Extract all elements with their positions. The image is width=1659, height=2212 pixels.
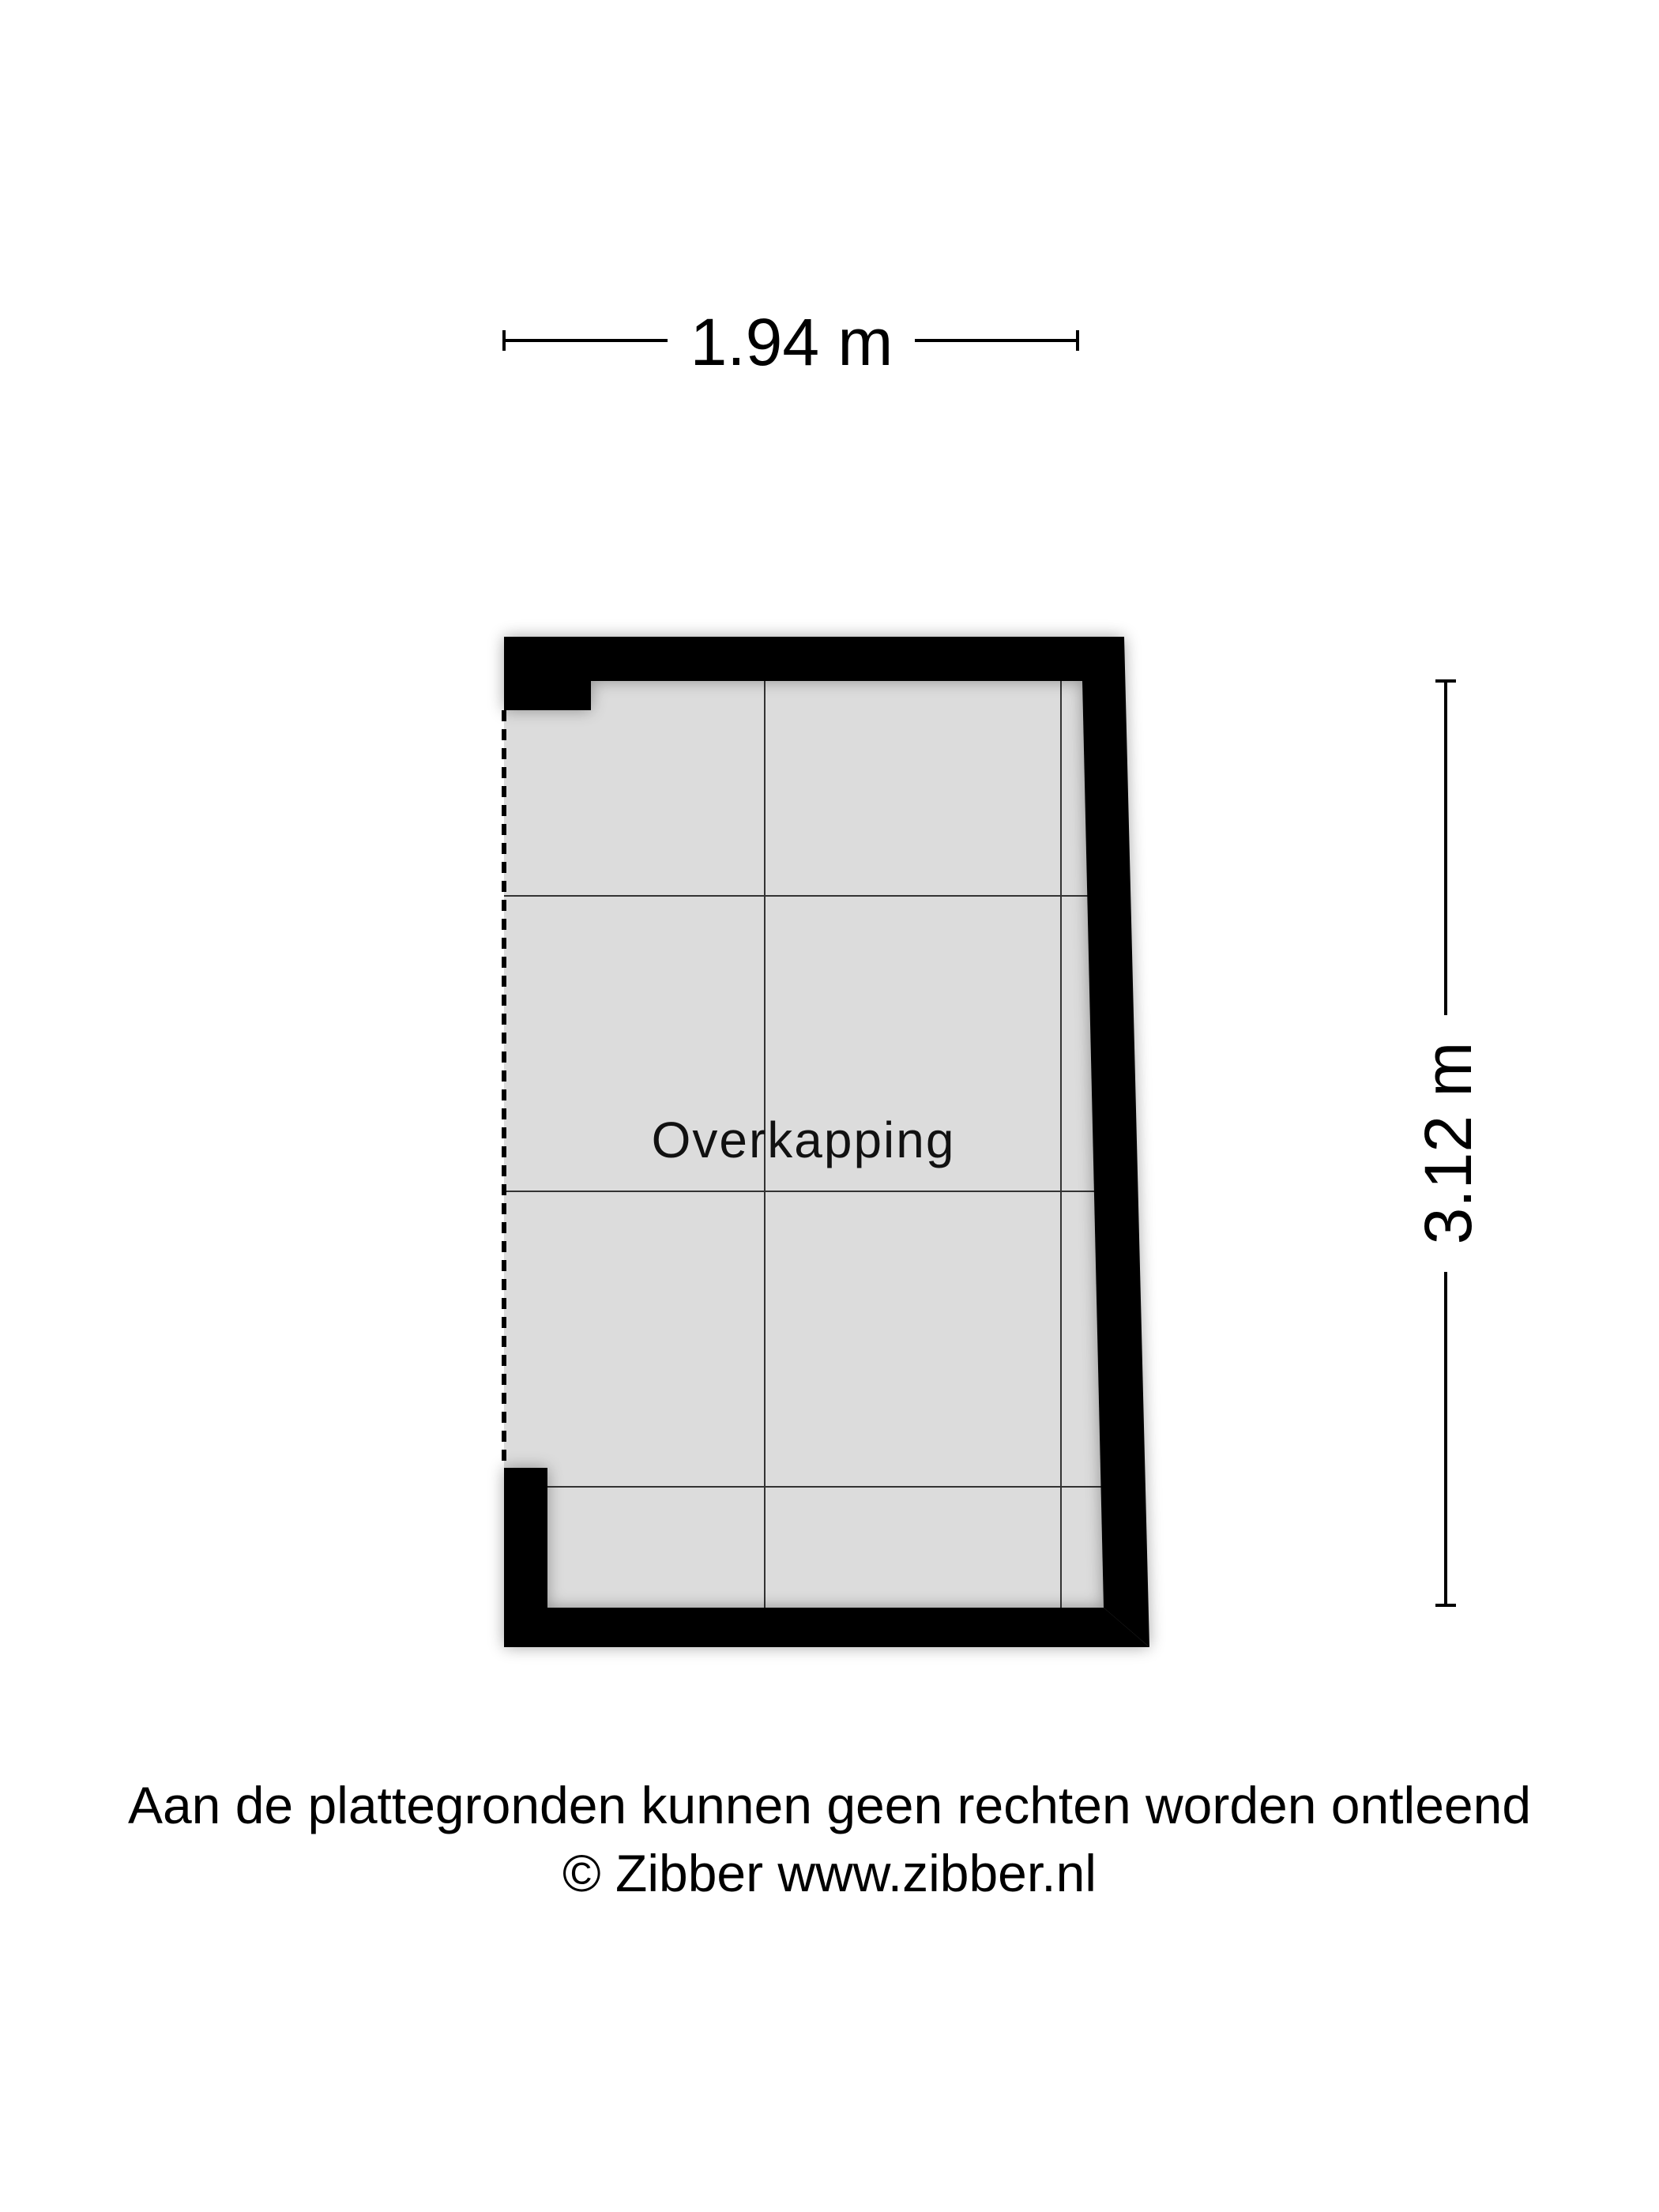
disclaimer-text: Aan de plattegronden kunnen geen rechten worden ontleend [127,1776,1532,1834]
width-dimension-label: 1.94 m [690,305,893,379]
wall-left-stub [504,1468,547,1626]
copyright-text: © Zibber www.zibber.nl [562,1844,1097,1902]
wall-bottom [504,1608,1149,1647]
height-dimension [1411,681,1485,1605]
room-label: Overkapping [651,1112,956,1168]
width-dimension [504,305,1078,379]
height-dimension-label: 3.12 m [1411,1041,1485,1245]
